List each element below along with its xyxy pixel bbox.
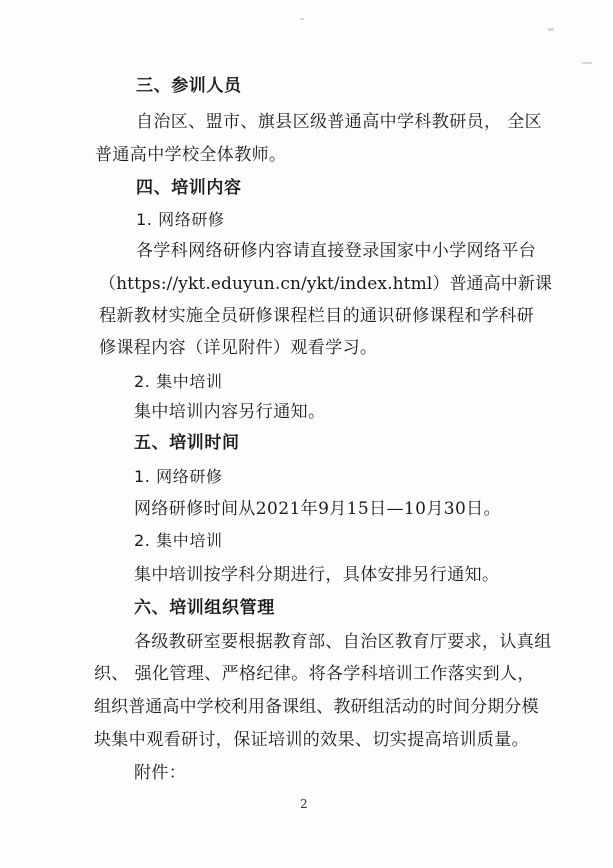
- scan-artifact: [582, 62, 592, 64]
- section-3-text-line: 普通高中学校全体教师。: [95, 145, 287, 165]
- section-4-heading: 四、培训内容: [136, 178, 242, 198]
- section-6-text-line: 组织普通高中学校利用备课组、教研组活动的时间分期分模: [94, 697, 539, 717]
- attachment-label: 附件：: [134, 763, 187, 783]
- section-6-text-line: 各级教研室要根据教育部、自治区教育厅要求，认真组: [134, 632, 552, 652]
- section-4-item-2-title: 2. 集中培训: [134, 372, 223, 391]
- section-4-item-2-text-line: 集中培训内容另行通知。: [134, 402, 326, 422]
- section-6-heading: 六、培训组织管理: [134, 598, 275, 618]
- section-4-item-1-text-line: 程新教材实施全员研修课程栏目的通识研修课程和学科研: [99, 306, 534, 326]
- section-3-heading: 三、参训人员: [136, 76, 242, 96]
- section-6-text-line: 织、 强化管理、严格纪律。将各学科培训工作落实到人，: [94, 664, 535, 684]
- section-5-item-2-title: 2. 集中培训: [134, 531, 223, 550]
- section-3-text-line: 自治区、盟市、旗县区级普通高中学科教研员， 全区: [136, 112, 543, 132]
- section-5-item-1-title: 1. 网络研修: [134, 467, 223, 486]
- section-4-item-1-text-line: 各学科网络研修内容请直接登录国家中小学网络平台: [136, 241, 537, 261]
- scan-artifact: [548, 28, 554, 31]
- section-5-item-1-text-line: 网络研修时间从2021年9月15日—10月30日。: [134, 499, 501, 519]
- section-6-text-line: 块集中观看研讨，保证培训的效果、切实提高培训质量。: [94, 730, 529, 750]
- section-4-item-1-text-line: （https://ykt.eduyun.cn/ykt/index.html）普通高中新课: [99, 274, 553, 294]
- scan-artifact: [300, 18, 304, 20]
- section-5-heading: 五、培训时间: [134, 433, 240, 453]
- section-4-item-1-title: 1. 网络研修: [136, 210, 225, 229]
- section-4-item-1-text-line: 修课程内容（详见附件）观看学习。: [99, 338, 378, 358]
- section-5-item-2-text-line: 集中培训按学科分期进行，具体安排另行通知。: [134, 565, 500, 585]
- page-number: 2: [300, 797, 308, 811]
